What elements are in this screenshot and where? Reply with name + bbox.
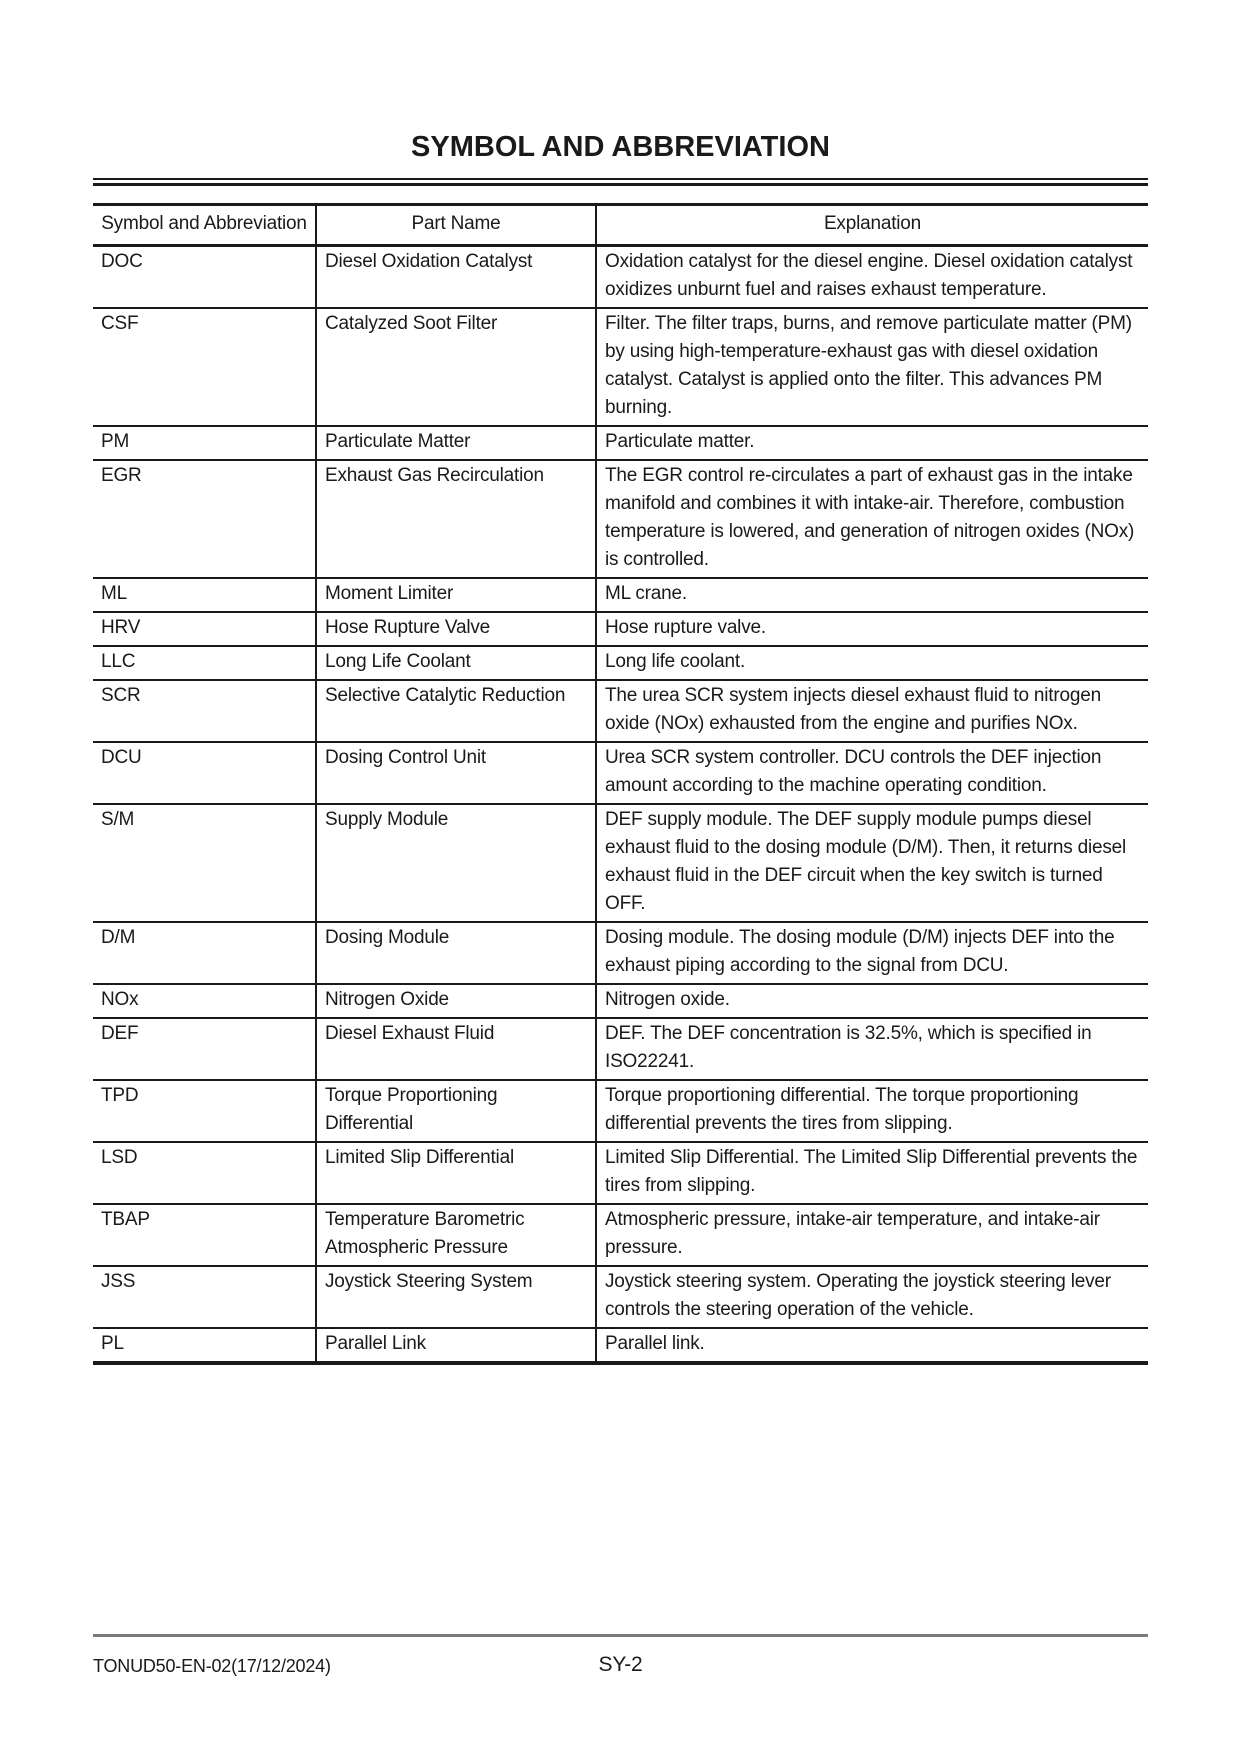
explanation-cell: Urea SCR system controller. DCU controls the DEF injection amount according to the machine operating condition.	[596, 742, 1148, 804]
table-row	[93, 646, 1148, 680]
table-row	[93, 984, 1148, 1018]
symbol-cell: SCR	[93, 680, 316, 742]
symbol-cell: JSS	[93, 1266, 316, 1328]
footer-page-number: SY-2	[598, 1653, 643, 1676]
explanation-cell: Parallel link.	[605, 1333, 705, 1354]
table-row	[93, 612, 1148, 646]
explanation-cell: Hose rupture valve.	[596, 612, 1148, 646]
explanation-cell: Dosing module. The dosing module (D/M) injects DEF into the exhaust piping according to the signal from DCU.	[596, 922, 1148, 984]
explanation-cell: ML crane.	[596, 578, 1148, 612]
page-title: SYMBOL AND ABBREVIATION	[411, 131, 830, 163]
table-row	[93, 804, 1148, 922]
part-name-cell: Diesel Oxidation Catalyst	[316, 246, 596, 309]
explanation-cell: Oxidation catalyst for the diesel engine. Diesel oxidation catalyst oxidizes unburnt fuel and raises exhaust temperature.	[596, 246, 1148, 309]
explanation-cell: Long life coolant.	[596, 646, 1148, 680]
explanation-cell: The urea SCR system injects diesel exhaust fluid to nitrogen oxide (NOx) exhausted from the engine and purifies NOx.	[596, 680, 1148, 742]
table-row	[93, 246, 1148, 309]
abbreviation-table	[93, 203, 1148, 1365]
table-row	[93, 1266, 1148, 1328]
explanation-cell: Atmospheric pressure, intake-air temperature, and intake-air pressure.	[596, 1204, 1148, 1266]
explanation-cell: Joystick steering system. Operating the joystick steering lever controls the steering operation of the vehicle.	[596, 1266, 1148, 1328]
symbol-cell: DCU	[93, 742, 316, 804]
part-name-cell: Dosing Control Unit	[316, 742, 596, 804]
symbol-cell: CSF	[93, 308, 316, 426]
footer-divider-rule	[93, 1634, 1148, 1637]
part-name-cell: Joystick Steering System	[316, 1266, 596, 1328]
table-row	[93, 680, 1148, 742]
header-explanation: Explanation	[596, 205, 1148, 246]
table-row	[93, 1328, 1148, 1363]
table-row	[93, 742, 1148, 804]
table-row	[93, 578, 1148, 612]
symbol-cell: DOC	[93, 246, 316, 309]
symbol-cell: S/M	[93, 804, 316, 922]
table-row	[93, 1080, 1148, 1142]
symbol-cell: NOx	[93, 984, 316, 1018]
table-row	[93, 308, 1148, 426]
symbol-cell: LLC	[93, 646, 316, 680]
table-row	[93, 1142, 1148, 1204]
page-footer	[93, 1653, 1148, 1683]
explanation-cell: Torque proportioning differential. The torque proportioning differential prevents the tires from slipping.	[596, 1080, 1148, 1142]
part-name-cell: Particulate Matter	[316, 426, 596, 460]
part-name-cell: Nitrogen Oxide	[316, 984, 596, 1018]
part-name-cell: Torque Proportioning Differential	[316, 1080, 596, 1142]
explanation-cell: Filter. The filter traps, burns, and remove particulate matter (PM) by using high-temperature-exhaust gas with diesel oxidation catalyst. Catalyst is applied onto the filter. This advances PM burning.	[596, 308, 1148, 426]
symbol-cell: EGR	[93, 460, 316, 578]
symbol-cell: D/M	[93, 922, 316, 984]
explanation-cell: DEF supply module. The DEF supply module pumps diesel exhaust fluid to the dosing module (D/M). Then, it returns diesel exhaust fluid in the DEF circuit when the key switch is turned OFF.	[596, 804, 1148, 922]
part-name-cell: Exhaust Gas Recirculation	[316, 460, 596, 578]
part-name-cell: Selective Catalytic Reduction	[316, 680, 596, 742]
title-divider-rule	[93, 178, 1148, 186]
table-header	[93, 205, 1148, 246]
table-row	[93, 1018, 1148, 1080]
table-row	[93, 460, 1148, 578]
symbol-cell: TBAP	[93, 1204, 316, 1266]
explanation-cell: Particulate matter.	[596, 426, 1148, 460]
part-name-cell: Catalyzed Soot Filter	[316, 308, 596, 426]
symbol-cell: LSD	[93, 1142, 316, 1204]
part-name-cell: Parallel Link	[316, 1328, 596, 1363]
header-symbol-abbreviation: Symbol and Abbreviation	[93, 205, 316, 246]
part-name-cell: Diesel Exhaust Fluid	[316, 1018, 596, 1080]
table-row	[93, 426, 1148, 460]
explanation-cell: DEF. The DEF concentration is 32.5%, which is specified in ISO22241.	[596, 1018, 1148, 1080]
explanation-cell: Limited Slip Differential. The Limited Slip Differential prevents the tires from slipping.	[596, 1142, 1148, 1204]
part-name-cell: Dosing Module	[316, 922, 596, 984]
explanation-cell: The EGR control re-circulates a part of exhaust gas in the intake manifold and combines it with intake-air. Therefore, combustion temperature is lowered, and generation of nitrogen oxides (NOx) is controlled.	[596, 460, 1148, 578]
explanation-cell: Nitrogen oxide.	[596, 984, 1148, 1018]
table-row	[93, 922, 1148, 984]
part-name-cell: Hose Rupture Valve	[316, 612, 596, 646]
symbol-cell: TPD	[93, 1080, 316, 1142]
table-body	[93, 246, 1148, 1364]
symbol-cell: PL	[93, 1328, 316, 1363]
symbol-cell: HRV	[93, 612, 316, 646]
part-name-cell: Limited Slip Differential	[316, 1142, 596, 1204]
table-header-row	[93, 205, 1148, 246]
part-name-cell: Long Life Coolant	[316, 646, 596, 680]
part-name-cell: Temperature Barometric Atmospheric Pressure	[316, 1204, 596, 1266]
symbol-cell: DEF	[93, 1018, 316, 1080]
part-name-cell: Moment Limiter	[316, 578, 596, 612]
symbol-cell: ML	[93, 578, 316, 612]
table-row	[93, 1204, 1148, 1266]
symbol-cell: PM	[93, 426, 316, 460]
part-name-cell: Supply Module	[316, 804, 596, 922]
footer-document-code: TONUD50-EN-02(17/12/2024)	[93, 1656, 331, 1676]
page-content	[93, 0, 1148, 1365]
header-part-name: Part Name	[316, 205, 596, 246]
